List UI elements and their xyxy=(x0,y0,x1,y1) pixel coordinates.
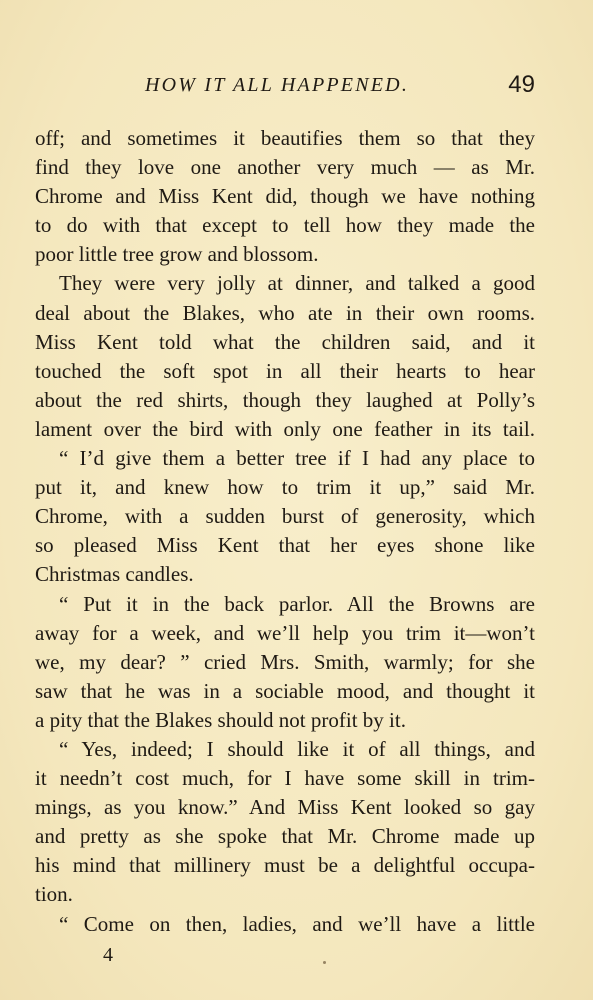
text-line: deal about the Blakes, who ate in their own rooms. xyxy=(35,300,535,325)
text-line: to do with that except to tell how they made the xyxy=(35,213,535,238)
text-line: They were very jolly at dinner, and talked a good xyxy=(59,271,535,296)
text-line: poor little tree grow and blossom. xyxy=(35,242,319,267)
text-line: saw that he was in a sociable mood, and thought it xyxy=(35,678,535,703)
text-line: Chrome, with a sudden burst of generosity, which xyxy=(35,504,535,529)
text-line: touched the soft spot in all their hearts to hear xyxy=(35,358,535,383)
text-line: it needn’t cost much, for I have some skill in trim- xyxy=(35,766,535,791)
text-line: Christmas candles. xyxy=(35,562,194,587)
print-dot xyxy=(323,961,326,964)
text-line: find they love one another very much — as Mr. xyxy=(35,155,535,180)
text-line: we, my dear? ” cried Mrs. Smith, warmly; for she xyxy=(35,649,535,674)
page-number: 49 xyxy=(508,71,535,98)
text-line: put it, and knew how to trim it up,” said Mr. xyxy=(35,475,535,500)
text-line: a pity that the Blakes should not profit by it. xyxy=(35,707,406,732)
text-line: mings, as you know.” And Miss Kent looked so gay xyxy=(35,795,535,820)
text-line: away for a week, and we’ll help you trim it—won’t xyxy=(35,620,535,645)
text-line: so pleased Miss Kent that her eyes shone like xyxy=(35,533,535,558)
text-line: “ I’d give them a better tree if I had any place to xyxy=(59,446,535,471)
text-line: Miss Kent told what the children said, and it xyxy=(35,329,535,354)
page-header xyxy=(35,70,535,106)
running-head: HOW IT ALL HAPPENED. xyxy=(145,74,410,96)
text-line: tion. xyxy=(35,882,73,907)
text-line: “ Put it in the back parlor. All the Browns are xyxy=(59,591,535,616)
text-line: lament over the bird with only one feather in its tail. xyxy=(35,416,535,441)
text-line: “ Come on then, ladies, and we’ll have a little xyxy=(59,911,535,936)
signature-mark: 4 xyxy=(103,944,113,966)
text-line: “ Yes, indeed; I should like it of all things, and xyxy=(59,736,535,761)
text-line: and pretty as she spoke that Mr. Chrome made up xyxy=(35,824,535,849)
text-line: off; and sometimes it beautifies them so that they xyxy=(35,126,535,150)
text-line: Chrome and Miss Kent did, though we have nothing xyxy=(35,184,535,209)
text-line: his mind that millinery must be a delightful occupa- xyxy=(35,853,535,878)
text-line: about the red shirts, though they laughed at Polly’s xyxy=(35,387,535,412)
body-text xyxy=(35,124,535,939)
